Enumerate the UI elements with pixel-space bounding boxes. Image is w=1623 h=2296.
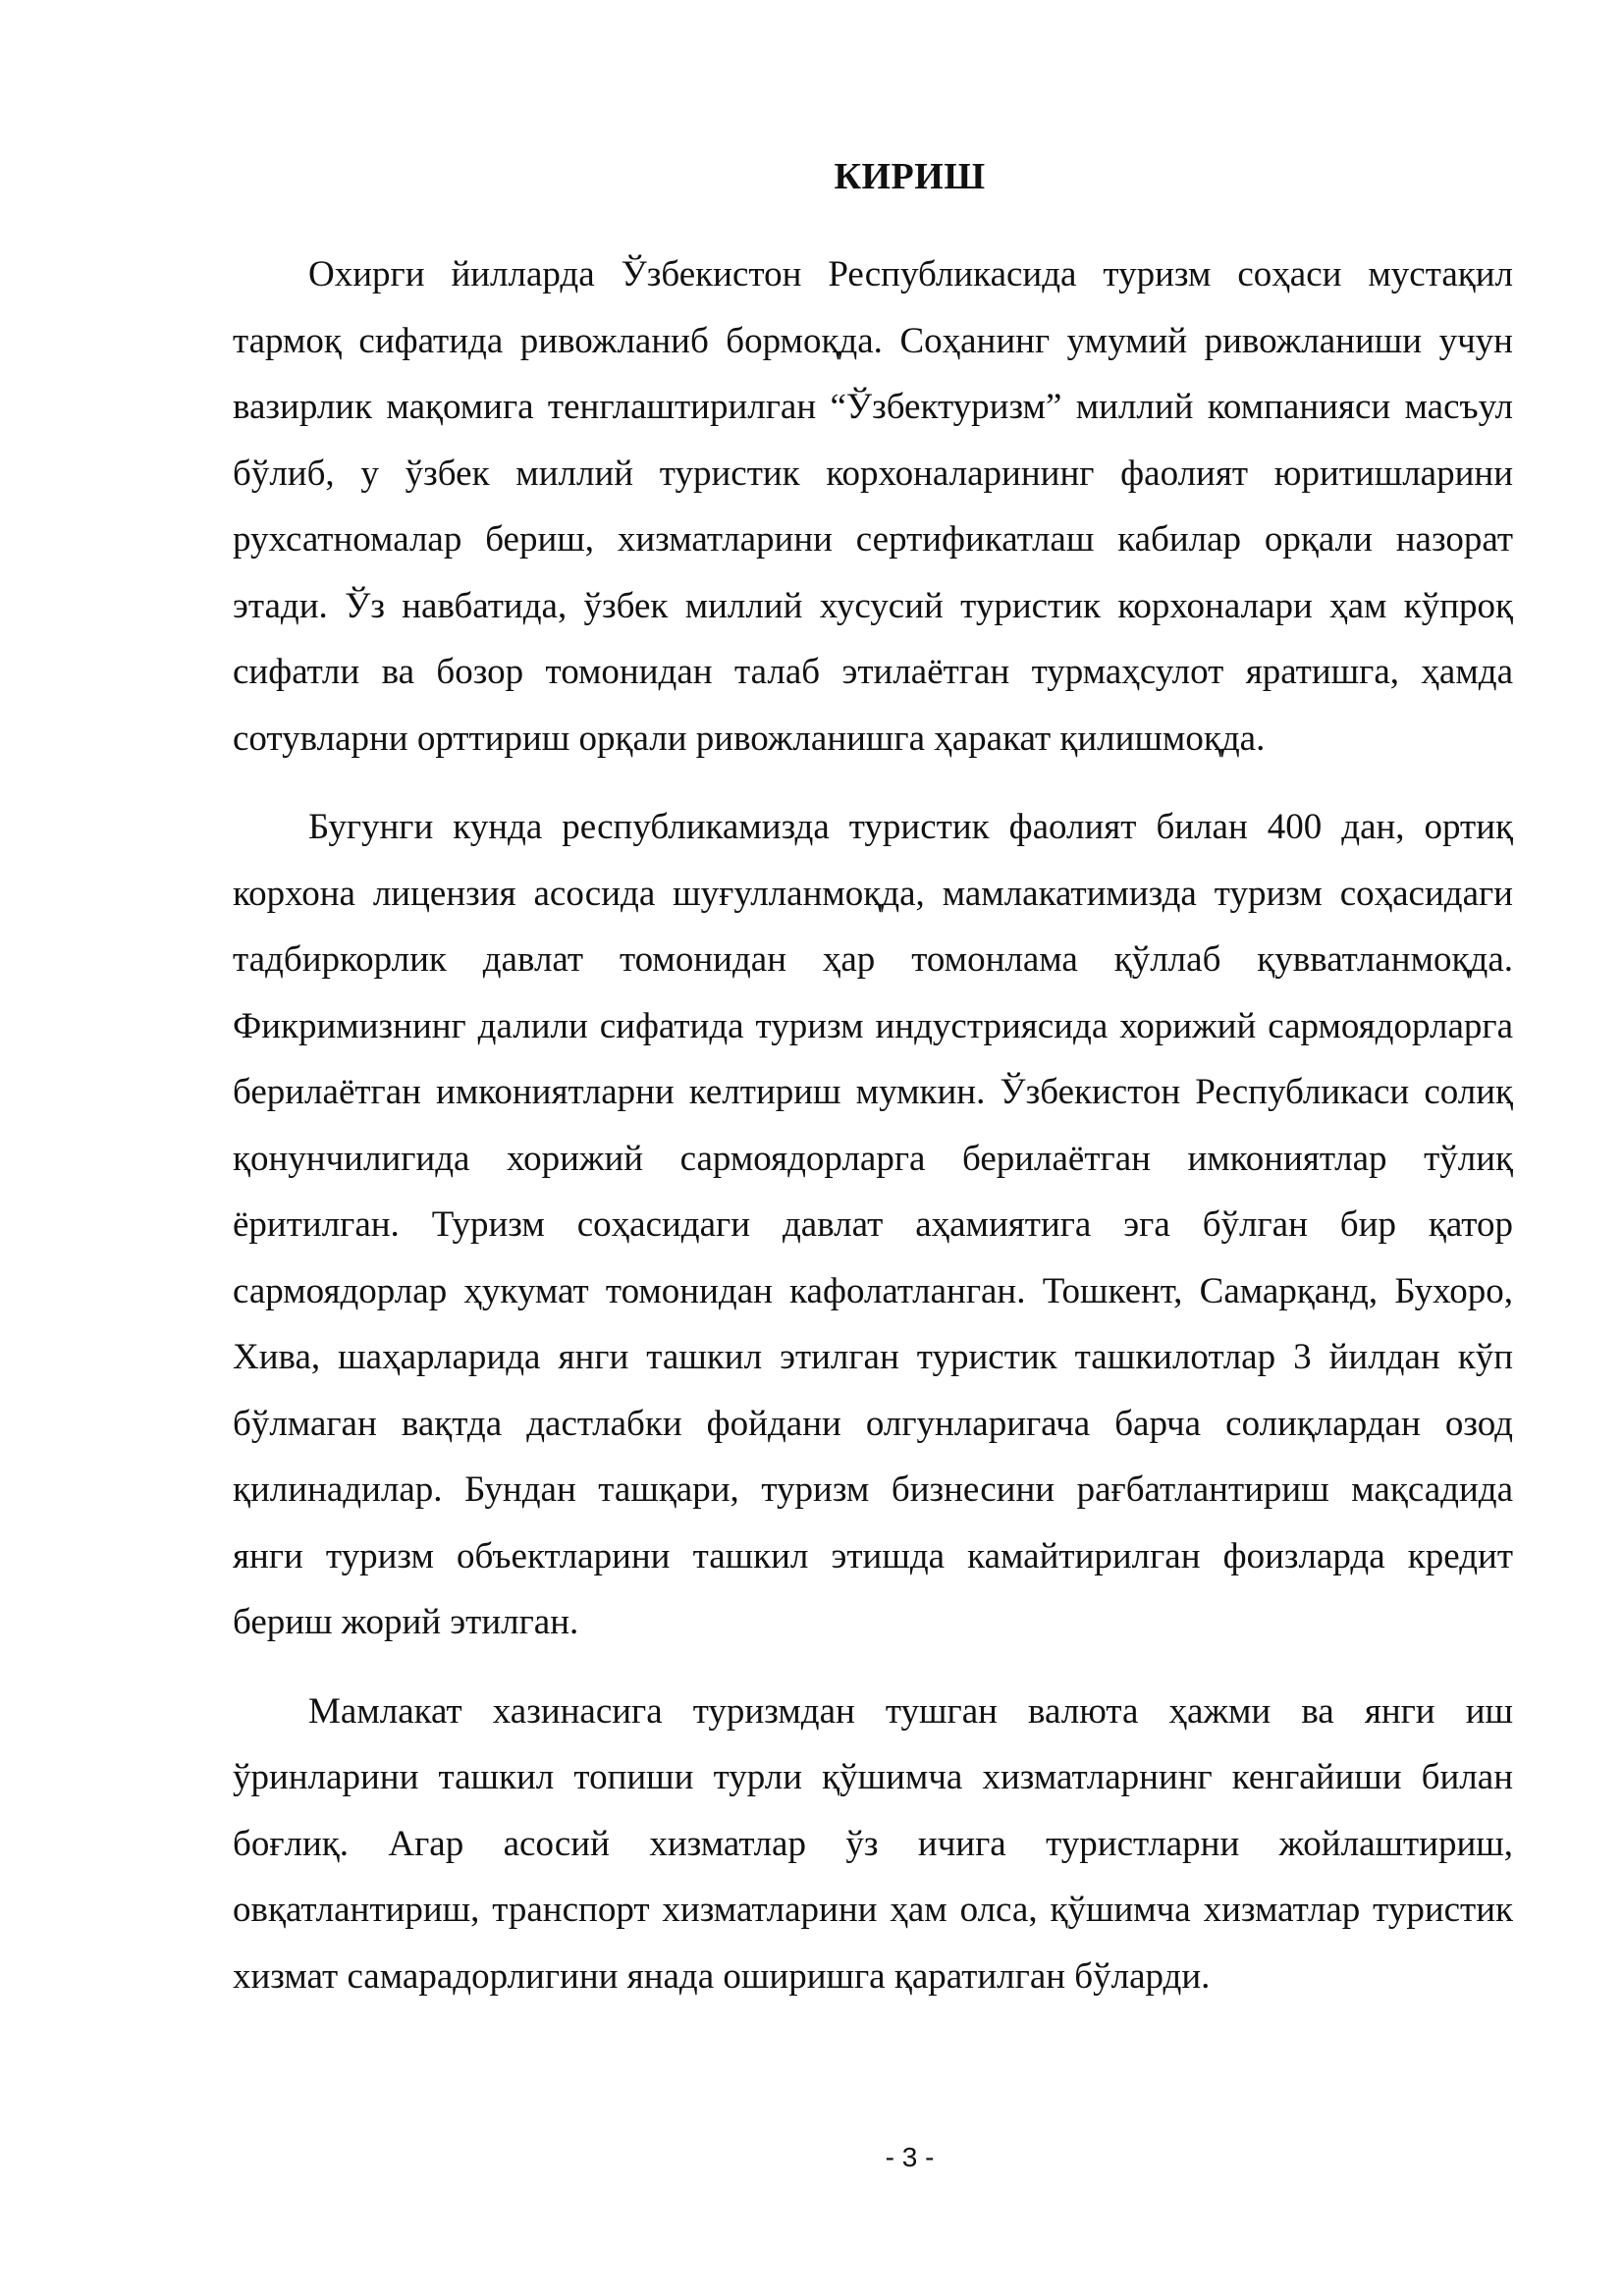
paragraph-2: Бугунги кунда республикамизда туристик фаолият билан 400 дан, ортиқ корхона лицензия асосида шуғулланмоқда, мамлакатимизда туризм соҳасидаги тадбиркорлик давлат томонидан ҳар томонлама қўллаб қувватланмоқда. Фикримизнинг далили сифатида туризм индустриясида хорижий сармоядорларга берилаётган имкониятларни келтириш мумкин. Ўзбекистон Республикаси солиқ қонунчилигида хорижий сармоядорларга берилаётган имкониятлар тўлиқ ёритилган. Туризм соҳасидаги давлат аҳамиятига эга бўлган бир қатор сармоядорлар ҳукумат томонидан кафолатланган. Тошкент, Самарқанд, Бухоро, Хива, шаҳарларида янги ташкил этилган туристик ташкилотлар 3 йилдан кўп бўлмаган вақтда дастлабки фойдани олгунларигача барча солиқлардан озод қилинадилар. Бундан ташқари, туризм бизнесини рағбатлантириш мақсадида янги туризм объектларини ташкил этишда камайтирилган фоизларда кредит бериш жорий этилган. <box>233 807 1513 1642</box>
page-number: - 3 - <box>885 2142 935 2172</box>
paragraph-1: Охирги йилларда Ўзбекистон Республикасида туризм соҳаси мустақил тармоқ сифатида ривожланиб бормоқда. Соҳанинг умумий ривожланиши учун вазирлик мақомига тенглаштирилган “Ўзбектуризм” миллий компанияси масъул бўлиб, у ўзбек миллий туристик корхоналарининг фаолият юритишларини рухсатномалар бериш, хизматларини сертификатлаш кабилар орқали назорат этади. Ўз навбатида, ўзбек миллий хусусий туристик корхоналари ҳам кўпроқ сифатли ва бозор томонидан талаб этилаётган турмаҳсулот яратишга, ҳамда сотувларни орттириш орқали ривожланишга ҳаракат қилишмоқда. <box>233 254 1513 759</box>
body-text <box>233 241 1513 2032</box>
section-title: КИРИШ <box>834 156 986 197</box>
paragraph-3: Мамлакат хазинасига туризмдан тушган валюта ҳажми ва янги иш ўринларини ташкил топиши турли қўшимча хизматларнинг кенгайиши билан боғлиқ. Агар асосий хизматлар ўз ичига туристларни жойлаштириш, овқатлантириш, транспорт хизматларини ҳам олса, қўшимча хизматлар туристик хизмат самарадорлигини янада оширишга қаратилган бўларди. <box>233 1690 1513 1997</box>
